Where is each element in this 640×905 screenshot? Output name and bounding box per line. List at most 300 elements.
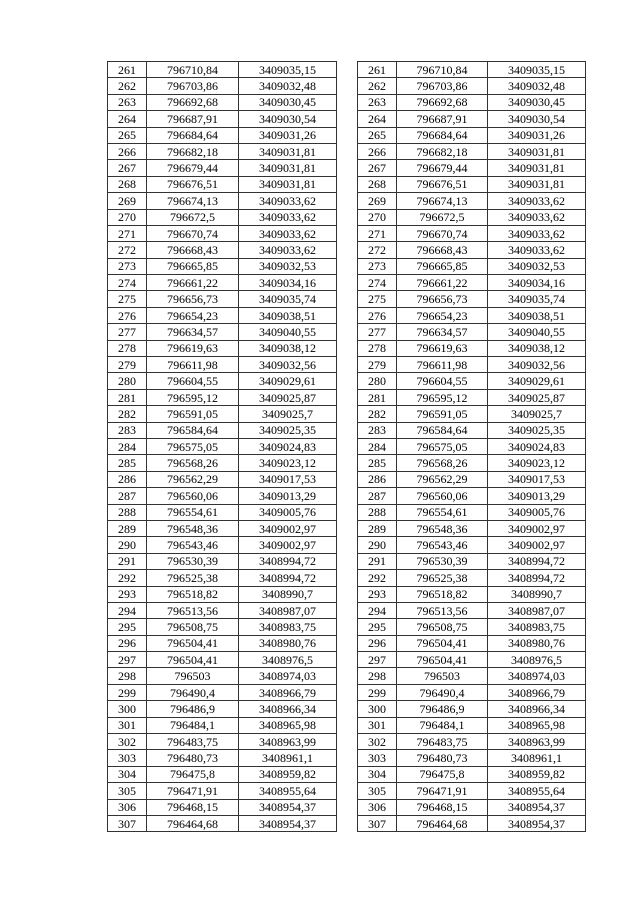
y-coordinate-cell: 3409002,97 (239, 520, 337, 536)
x-coordinate-cell: 796692,68 (397, 94, 488, 110)
y-coordinate-cell: 3408980,76 (239, 635, 337, 651)
y-coordinate-cell: 3409013,29 (239, 488, 337, 504)
y-coordinate-cell: 3408994,72 (239, 553, 337, 569)
point-number-cell: 261 (108, 62, 147, 78)
point-number-cell: 271 (358, 225, 397, 241)
x-coordinate-cell: 796480,73 (397, 750, 488, 766)
x-coordinate-cell: 796674,13 (147, 193, 239, 209)
point-number-cell: 297 (108, 652, 147, 668)
point-number-cell: 281 (108, 389, 147, 405)
x-coordinate-cell: 796674,13 (397, 193, 488, 209)
x-coordinate-cell: 796525,38 (147, 570, 239, 586)
point-number-cell: 264 (358, 111, 397, 127)
x-coordinate-cell: 796543,46 (147, 537, 239, 553)
table-row (108, 734, 337, 750)
table-row (358, 668, 586, 684)
table-row (358, 340, 586, 356)
y-coordinate-cell: 3409017,53 (488, 471, 586, 487)
point-number-cell: 285 (358, 455, 397, 471)
point-number-cell: 274 (108, 275, 147, 291)
point-number-cell: 273 (108, 258, 147, 274)
point-number-cell: 288 (108, 504, 147, 520)
x-coordinate-cell: 796471,91 (147, 783, 239, 799)
point-number-cell: 276 (358, 307, 397, 323)
point-number-cell: 288 (358, 504, 397, 520)
table-row (108, 160, 337, 176)
y-coordinate-cell: 3408990,7 (239, 586, 337, 602)
table-row (358, 652, 586, 668)
y-coordinate-cell: 3409029,61 (488, 373, 586, 389)
x-coordinate-cell: 796464,68 (147, 815, 239, 831)
x-coordinate-cell: 796661,22 (397, 275, 488, 291)
table-row (358, 111, 586, 127)
x-coordinate-cell: 796554,61 (397, 504, 488, 520)
y-coordinate-cell: 3409032,56 (239, 357, 337, 373)
point-number-cell: 269 (358, 193, 397, 209)
point-number-cell: 263 (108, 94, 147, 110)
x-coordinate-cell: 796530,39 (397, 553, 488, 569)
point-number-cell: 287 (108, 488, 147, 504)
point-number-cell: 307 (358, 815, 397, 831)
table-row (358, 783, 586, 799)
y-coordinate-cell: 3409032,53 (488, 258, 586, 274)
y-coordinate-cell: 3409031,81 (239, 160, 337, 176)
y-coordinate-cell: 3408974,03 (239, 668, 337, 684)
x-coordinate-cell: 796710,84 (397, 62, 488, 78)
point-number-cell: 286 (108, 471, 147, 487)
point-number-cell: 299 (108, 684, 147, 700)
x-coordinate-cell: 796710,84 (147, 62, 239, 78)
x-coordinate-cell: 796654,23 (397, 307, 488, 323)
x-coordinate-cell: 796554,61 (147, 504, 239, 520)
table-row (358, 275, 586, 291)
y-coordinate-cell: 3409032,48 (239, 78, 337, 94)
table-row (108, 553, 337, 569)
table-row (358, 619, 586, 635)
table-row (358, 635, 586, 651)
point-number-cell: 276 (108, 307, 147, 323)
x-coordinate-cell: 796548,36 (397, 520, 488, 536)
point-number-cell: 294 (358, 602, 397, 618)
table-row (108, 193, 337, 209)
table-row (108, 324, 337, 340)
table-row (108, 225, 337, 241)
x-coordinate-cell: 796468,15 (147, 799, 239, 815)
table-row (358, 520, 586, 536)
y-coordinate-cell: 3409025,35 (239, 422, 337, 438)
table-row (358, 537, 586, 553)
point-number-cell: 300 (108, 701, 147, 717)
table-row (108, 438, 337, 454)
table-row (108, 619, 337, 635)
point-number-cell: 283 (108, 422, 147, 438)
x-coordinate-cell: 796670,74 (147, 225, 239, 241)
table-row (358, 94, 586, 110)
x-coordinate-cell: 796619,63 (397, 340, 488, 356)
x-coordinate-cell: 796503 (147, 668, 239, 684)
y-coordinate-cell: 3409033,62 (488, 209, 586, 225)
table-row (358, 455, 586, 471)
table-row (358, 766, 586, 782)
table-row (358, 553, 586, 569)
x-coordinate-cell: 796490,4 (147, 684, 239, 700)
table-row (358, 422, 586, 438)
x-coordinate-cell: 796591,05 (147, 406, 239, 422)
table-row (358, 389, 586, 405)
x-coordinate-cell: 796634,57 (397, 324, 488, 340)
y-coordinate-cell: 3409040,55 (488, 324, 586, 340)
point-number-cell: 285 (108, 455, 147, 471)
table-row (108, 62, 337, 78)
x-coordinate-cell: 796504,41 (147, 652, 239, 668)
point-number-cell: 292 (108, 570, 147, 586)
y-coordinate-cell: 3409040,55 (239, 324, 337, 340)
y-coordinate-cell: 3409038,12 (488, 340, 586, 356)
x-coordinate-cell: 796656,73 (147, 291, 239, 307)
table-row (108, 111, 337, 127)
point-number-cell: 270 (108, 209, 147, 225)
point-number-cell: 286 (358, 471, 397, 487)
x-coordinate-cell: 796560,06 (397, 488, 488, 504)
x-coordinate-cell: 796518,82 (397, 586, 488, 602)
point-number-cell: 291 (108, 553, 147, 569)
y-coordinate-cell: 3409030,54 (239, 111, 337, 127)
y-coordinate-cell: 3409002,97 (488, 520, 586, 536)
y-coordinate-cell: 3409025,7 (239, 406, 337, 422)
y-coordinate-cell: 3409034,16 (488, 275, 586, 291)
point-number-cell: 281 (358, 389, 397, 405)
y-coordinate-cell: 3409031,81 (239, 143, 337, 159)
y-coordinate-cell: 3409032,53 (239, 258, 337, 274)
point-number-cell: 297 (358, 652, 397, 668)
x-coordinate-cell: 796591,05 (397, 406, 488, 422)
point-number-cell: 291 (358, 553, 397, 569)
table-row (108, 127, 337, 143)
point-number-cell: 284 (358, 438, 397, 454)
y-coordinate-cell: 3408965,98 (239, 717, 337, 733)
table-row (108, 78, 337, 94)
x-coordinate-cell: 796504,41 (397, 635, 488, 651)
y-coordinate-cell: 3409032,48 (488, 78, 586, 94)
x-coordinate-cell: 796575,05 (147, 438, 239, 454)
y-coordinate-cell: 3409024,83 (488, 438, 586, 454)
point-number-cell: 266 (358, 143, 397, 159)
point-number-cell: 265 (108, 127, 147, 143)
y-coordinate-cell: 3409033,62 (239, 225, 337, 241)
table-row (358, 701, 586, 717)
x-coordinate-cell: 796508,75 (397, 619, 488, 635)
y-coordinate-cell: 3409002,97 (488, 537, 586, 553)
y-coordinate-cell: 3409031,26 (239, 127, 337, 143)
y-coordinate-cell: 3409030,54 (488, 111, 586, 127)
table-row (358, 258, 586, 274)
table-row (108, 176, 337, 192)
x-coordinate-cell: 796611,98 (147, 357, 239, 373)
x-coordinate-cell: 796687,91 (147, 111, 239, 127)
point-number-cell: 306 (108, 799, 147, 815)
x-coordinate-cell: 796619,63 (147, 340, 239, 356)
point-number-cell: 289 (108, 520, 147, 536)
y-coordinate-cell: 3409033,62 (239, 193, 337, 209)
point-number-cell: 262 (108, 78, 147, 94)
y-coordinate-cell: 3409017,53 (239, 471, 337, 487)
table-row (108, 258, 337, 274)
table-row (108, 209, 337, 225)
table-row (358, 242, 586, 258)
table-row (358, 570, 586, 586)
table-row (108, 717, 337, 733)
point-number-cell: 293 (358, 586, 397, 602)
x-coordinate-cell: 796668,43 (397, 242, 488, 258)
y-coordinate-cell: 3409033,62 (488, 193, 586, 209)
point-number-cell: 263 (358, 94, 397, 110)
x-coordinate-cell: 796676,51 (147, 176, 239, 192)
x-coordinate-cell: 796684,64 (397, 127, 488, 143)
table-row (358, 209, 586, 225)
table-row (108, 455, 337, 471)
table-row (108, 783, 337, 799)
point-number-cell: 279 (108, 357, 147, 373)
x-coordinate-cell: 796503 (397, 668, 488, 684)
point-number-cell: 295 (108, 619, 147, 635)
table-row (358, 176, 586, 192)
table-row (358, 799, 586, 815)
x-coordinate-cell: 796595,12 (147, 389, 239, 405)
y-coordinate-cell: 3408963,99 (488, 734, 586, 750)
point-number-cell: 306 (358, 799, 397, 815)
point-number-cell: 265 (358, 127, 397, 143)
point-number-cell: 302 (108, 734, 147, 750)
y-coordinate-cell: 3408959,82 (488, 766, 586, 782)
point-number-cell: 296 (358, 635, 397, 651)
table-row (358, 815, 586, 831)
point-number-cell: 304 (108, 766, 147, 782)
table-row (108, 307, 337, 323)
x-coordinate-cell: 796703,86 (397, 78, 488, 94)
y-coordinate-cell: 3409034,16 (239, 275, 337, 291)
table-row (108, 406, 337, 422)
point-number-cell: 298 (108, 668, 147, 684)
x-coordinate-cell: 796604,55 (147, 373, 239, 389)
x-coordinate-cell: 796654,23 (147, 307, 239, 323)
table-row (358, 684, 586, 700)
x-coordinate-cell: 796513,56 (147, 602, 239, 618)
y-coordinate-cell: 3408954,37 (239, 815, 337, 831)
y-coordinate-cell: 3408987,07 (488, 602, 586, 618)
x-coordinate-cell: 796562,29 (397, 471, 488, 487)
x-coordinate-cell: 796679,44 (147, 160, 239, 176)
x-coordinate-cell: 796692,68 (147, 94, 239, 110)
point-number-cell: 293 (108, 586, 147, 602)
point-number-cell: 270 (358, 209, 397, 225)
table-row (108, 291, 337, 307)
table-row (108, 340, 337, 356)
y-coordinate-cell: 3408963,99 (239, 734, 337, 750)
x-coordinate-cell: 796543,46 (397, 537, 488, 553)
table-row (358, 438, 586, 454)
table-row (108, 275, 337, 291)
point-number-cell: 292 (358, 570, 397, 586)
x-coordinate-cell: 796584,64 (147, 422, 239, 438)
x-coordinate-cell: 796483,75 (147, 734, 239, 750)
coordinate-table-right (357, 61, 586, 832)
point-number-cell: 278 (358, 340, 397, 356)
y-coordinate-cell: 3409035,74 (239, 291, 337, 307)
y-coordinate-cell: 3408980,76 (488, 635, 586, 651)
x-coordinate-cell: 796483,75 (397, 734, 488, 750)
y-coordinate-cell: 3409035,15 (239, 62, 337, 78)
point-number-cell: 277 (358, 324, 397, 340)
y-coordinate-cell: 3408966,79 (239, 684, 337, 700)
x-coordinate-cell: 796656,73 (397, 291, 488, 307)
x-coordinate-cell: 796480,73 (147, 750, 239, 766)
x-coordinate-cell: 796684,64 (147, 127, 239, 143)
table-row (358, 357, 586, 373)
table-row (108, 94, 337, 110)
y-coordinate-cell: 3408959,82 (239, 766, 337, 782)
point-number-cell: 287 (358, 488, 397, 504)
point-number-cell: 289 (358, 520, 397, 536)
y-coordinate-cell: 3408994,72 (239, 570, 337, 586)
x-coordinate-cell: 796687,91 (397, 111, 488, 127)
x-coordinate-cell: 796682,18 (147, 143, 239, 159)
x-coordinate-cell: 796464,68 (397, 815, 488, 831)
point-number-cell: 274 (358, 275, 397, 291)
point-number-cell: 284 (108, 438, 147, 454)
table-row (358, 750, 586, 766)
point-number-cell: 279 (358, 357, 397, 373)
table-row (358, 324, 586, 340)
y-coordinate-cell: 3409033,62 (488, 225, 586, 241)
table-row (358, 734, 586, 750)
x-coordinate-cell: 796670,74 (397, 225, 488, 241)
x-coordinate-cell: 796475,8 (397, 766, 488, 782)
point-number-cell: 268 (358, 176, 397, 192)
y-coordinate-cell: 3409029,61 (239, 373, 337, 389)
x-coordinate-cell: 796471,91 (397, 783, 488, 799)
point-number-cell: 303 (358, 750, 397, 766)
table-row (358, 160, 586, 176)
x-coordinate-cell: 796504,41 (397, 652, 488, 668)
table-row (358, 504, 586, 520)
point-number-cell: 301 (358, 717, 397, 733)
y-coordinate-cell: 3409033,62 (239, 209, 337, 225)
point-number-cell: 272 (358, 242, 397, 258)
point-number-cell: 261 (358, 62, 397, 78)
y-coordinate-cell: 3409030,45 (488, 94, 586, 110)
table-row (108, 701, 337, 717)
table-row (108, 668, 337, 684)
x-coordinate-cell: 796568,26 (147, 455, 239, 471)
table-row (108, 570, 337, 586)
table-row (358, 471, 586, 487)
x-coordinate-cell: 796548,36 (147, 520, 239, 536)
y-coordinate-cell: 3409023,12 (239, 455, 337, 471)
y-coordinate-cell: 3409038,12 (239, 340, 337, 356)
y-coordinate-cell: 3408966,34 (239, 701, 337, 717)
x-coordinate-cell: 796562,29 (147, 471, 239, 487)
table-row (108, 143, 337, 159)
point-number-cell: 303 (108, 750, 147, 766)
x-coordinate-cell: 796672,5 (397, 209, 488, 225)
table-row (108, 635, 337, 651)
table-row (358, 78, 586, 94)
x-coordinate-cell: 796703,86 (147, 78, 239, 94)
table-row (358, 143, 586, 159)
x-coordinate-cell: 796634,57 (147, 324, 239, 340)
y-coordinate-cell: 3409031,81 (488, 176, 586, 192)
point-number-cell: 305 (108, 783, 147, 799)
x-coordinate-cell: 796679,44 (397, 160, 488, 176)
point-number-cell: 268 (108, 176, 147, 192)
y-coordinate-cell: 3409033,62 (488, 242, 586, 258)
table-row (108, 799, 337, 815)
point-number-cell: 300 (358, 701, 397, 717)
y-coordinate-cell: 3408954,37 (239, 799, 337, 815)
table-row (358, 307, 586, 323)
y-coordinate-cell: 3408955,64 (239, 783, 337, 799)
table-row (108, 520, 337, 536)
point-number-cell: 296 (108, 635, 147, 651)
y-coordinate-cell: 3409032,56 (488, 357, 586, 373)
table-row (358, 62, 586, 78)
point-number-cell: 272 (108, 242, 147, 258)
point-number-cell: 271 (108, 225, 147, 241)
y-coordinate-cell: 3409031,81 (488, 160, 586, 176)
y-coordinate-cell: 3409025,7 (488, 406, 586, 422)
table-row (108, 373, 337, 389)
x-coordinate-cell: 796484,1 (397, 717, 488, 733)
y-coordinate-cell: 3409031,81 (239, 176, 337, 192)
point-number-cell: 275 (358, 291, 397, 307)
y-coordinate-cell: 3409031,81 (488, 143, 586, 159)
y-coordinate-cell: 3409023,12 (488, 455, 586, 471)
x-coordinate-cell: 796508,75 (147, 619, 239, 635)
x-coordinate-cell: 796676,51 (397, 176, 488, 192)
y-coordinate-cell: 3408961,1 (488, 750, 586, 766)
table-row (358, 406, 586, 422)
x-coordinate-cell: 796525,38 (397, 570, 488, 586)
point-number-cell: 299 (358, 684, 397, 700)
y-coordinate-cell: 3408961,1 (239, 750, 337, 766)
y-coordinate-cell: 3408994,72 (488, 570, 586, 586)
point-number-cell: 277 (108, 324, 147, 340)
table-row (108, 537, 337, 553)
table-row (108, 652, 337, 668)
x-coordinate-cell: 796490,4 (397, 684, 488, 700)
table-row (358, 488, 586, 504)
x-coordinate-cell: 796665,85 (147, 258, 239, 274)
y-coordinate-cell: 3409013,29 (488, 488, 586, 504)
y-coordinate-cell: 3409025,87 (239, 389, 337, 405)
point-number-cell: 282 (358, 406, 397, 422)
table-row (358, 586, 586, 602)
y-coordinate-cell: 3409030,45 (239, 94, 337, 110)
point-number-cell: 294 (108, 602, 147, 618)
table-row (108, 389, 337, 405)
y-coordinate-cell: 3409038,51 (488, 307, 586, 323)
x-coordinate-cell: 796486,9 (397, 701, 488, 717)
table-row (358, 717, 586, 733)
table-row (108, 504, 337, 520)
table-row (358, 291, 586, 307)
point-number-cell: 298 (358, 668, 397, 684)
table-row (108, 766, 337, 782)
table-row (358, 127, 586, 143)
point-number-cell: 278 (108, 340, 147, 356)
y-coordinate-cell: 3408966,34 (488, 701, 586, 717)
table-row (108, 586, 337, 602)
